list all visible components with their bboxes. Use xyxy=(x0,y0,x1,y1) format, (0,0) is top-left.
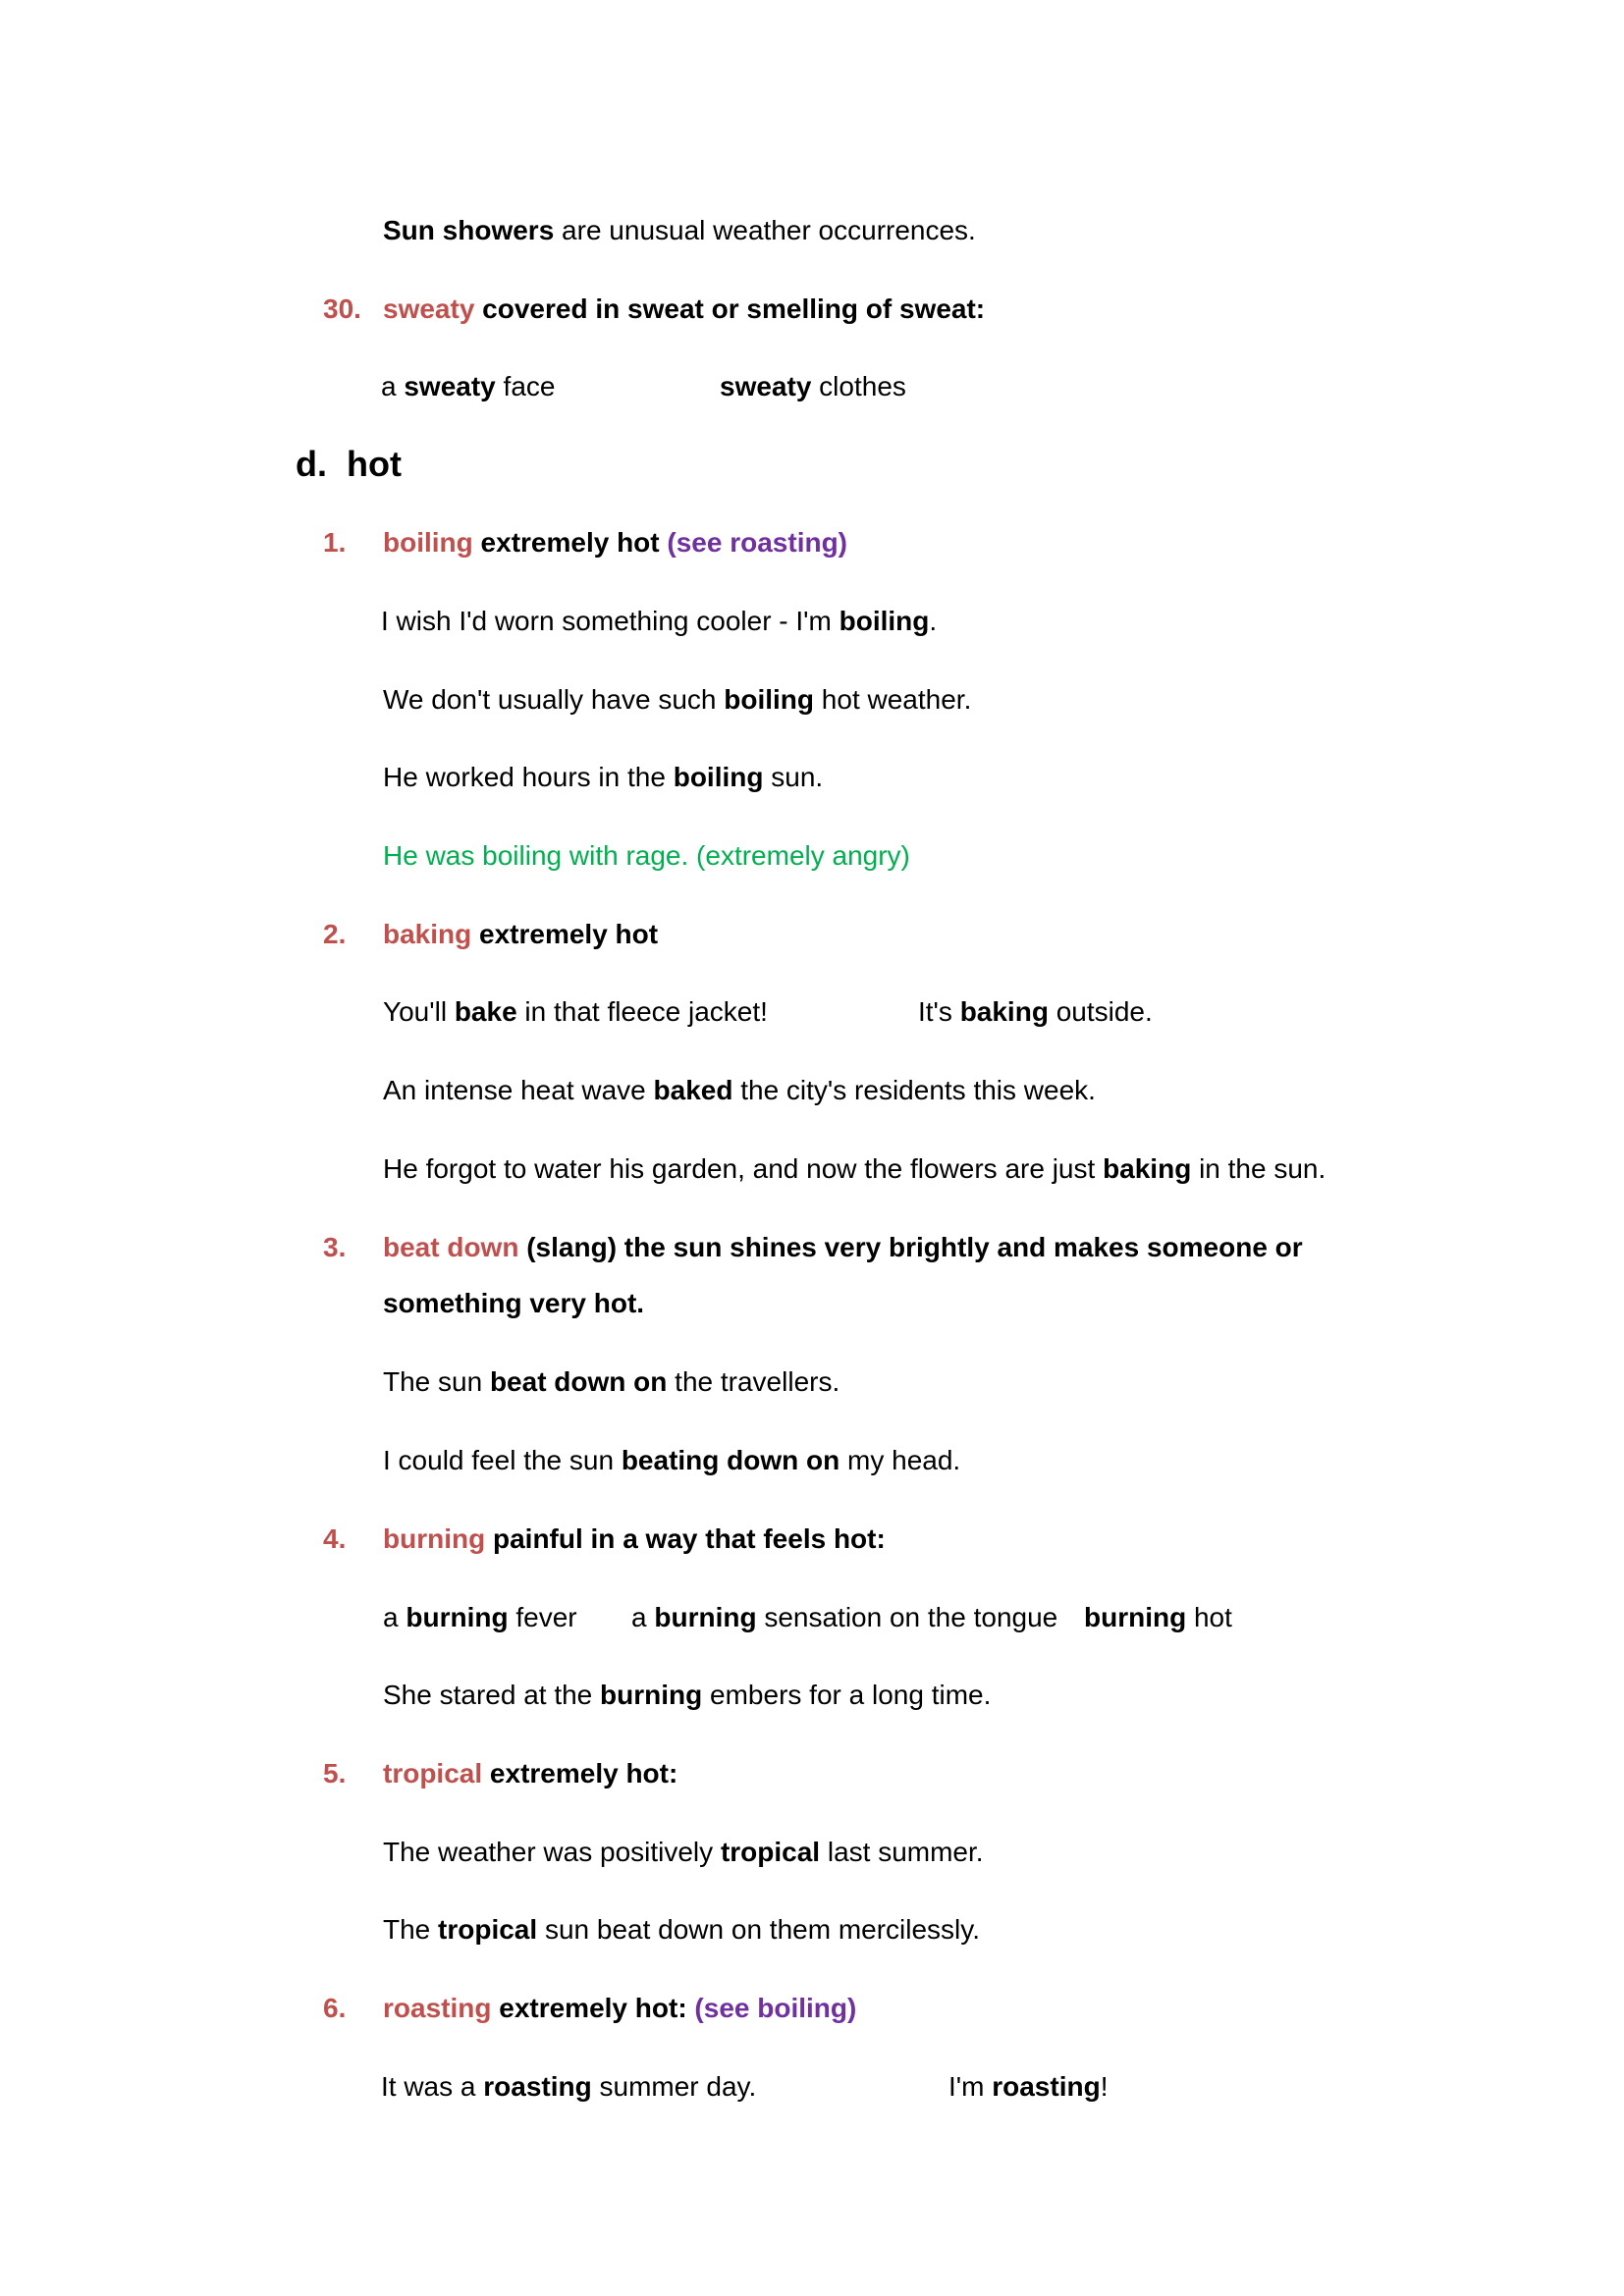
example-text: She stared at the xyxy=(383,1680,601,1710)
example-keyword: sweaty xyxy=(404,371,496,401)
example-text: last summer. xyxy=(820,1837,984,1867)
example-text: hot weather. xyxy=(814,684,972,715)
example-sentence xyxy=(383,683,971,717)
definition: extremely hot: xyxy=(482,1758,678,1789)
headword: baking xyxy=(383,919,472,949)
example-text: He worked hours in the xyxy=(383,762,674,792)
example-sentence xyxy=(383,1152,1326,1186)
example-keyword: beating down on xyxy=(621,1445,840,1475)
example-keyword: roasting xyxy=(483,2071,592,2102)
example-text: embers for a long time. xyxy=(702,1680,992,1710)
entry-headline xyxy=(383,1992,856,2025)
headword: tropical xyxy=(383,1758,483,1789)
definition: extremely hot xyxy=(471,919,659,949)
example-sentence xyxy=(383,1913,980,1947)
example-text: in the sun. xyxy=(1191,1153,1326,1184)
cross-reference: (see boiling) xyxy=(694,1993,857,2023)
example-sentence xyxy=(381,370,555,403)
example-text: a xyxy=(381,371,405,401)
example-text: the city's residents this week. xyxy=(732,1075,1096,1105)
entry-number: 3. xyxy=(323,1232,347,1262)
example-text: are unusual weather occurrences. xyxy=(554,215,976,245)
example-sentence xyxy=(383,1365,839,1399)
example-sentence xyxy=(383,1074,1096,1107)
example-sentence xyxy=(1084,1601,1232,1634)
example-sentence xyxy=(381,2070,756,2104)
example-text: sensation on the tongue xyxy=(756,1602,1058,1632)
entry-number: 2. xyxy=(323,919,347,949)
example-text: An intense heat wave xyxy=(383,1075,654,1105)
example-text: ! xyxy=(1100,2071,1109,2102)
definition: extremely hot xyxy=(472,527,668,558)
example-sentence xyxy=(383,761,823,794)
example-sentence xyxy=(383,1679,991,1712)
entry-headline xyxy=(383,526,847,560)
headword: beat down xyxy=(383,1232,519,1262)
example-sentence xyxy=(383,995,768,1029)
example-text: sun. xyxy=(763,762,824,792)
example-text: It was a xyxy=(381,2071,484,2102)
section-letter: d. xyxy=(296,444,327,484)
example-sentence xyxy=(720,370,906,403)
entry-headline xyxy=(383,1522,886,1556)
example-sentence xyxy=(383,1601,577,1634)
example-sentence xyxy=(383,1444,960,1477)
example-sentence xyxy=(631,1601,1057,1634)
example-text: hot xyxy=(1186,1602,1232,1632)
example-text: clothes xyxy=(811,371,906,401)
example-text: He forgot to water his garden, and now the flowers are just xyxy=(383,1153,1104,1184)
example-text: The sun xyxy=(383,1366,490,1397)
section-title: hot xyxy=(347,444,402,484)
example-sentence xyxy=(383,1836,984,1869)
example-text: summer day. xyxy=(591,2071,757,2102)
example-text: You'll xyxy=(383,996,455,1027)
headword: boiling xyxy=(383,527,473,558)
definition: covered in sweat or smelling of sweat: xyxy=(474,294,986,324)
example-text: a xyxy=(631,1602,655,1632)
entry-headline xyxy=(383,1231,1303,1264)
example-text: the travellers. xyxy=(667,1366,840,1397)
entry-number: 1. xyxy=(323,527,347,558)
headword: burning xyxy=(383,1523,486,1554)
example-keyword: boiling xyxy=(724,684,815,715)
entry-headline xyxy=(383,293,985,326)
entry-number: 30. xyxy=(323,294,361,324)
definition: extremely hot: xyxy=(491,1993,695,2023)
example-text: . xyxy=(929,606,938,636)
example-keyword: burning xyxy=(1084,1602,1187,1632)
headword: sweaty xyxy=(383,294,475,324)
example-keyword: Sun showers xyxy=(383,215,555,245)
example-text: outside. xyxy=(1048,996,1153,1027)
headword: roasting xyxy=(383,1993,492,2023)
example-keyword: tropical xyxy=(720,1837,821,1867)
example-keyword: burning xyxy=(600,1680,703,1710)
entry-headline xyxy=(383,918,658,951)
example-sentence xyxy=(918,995,1153,1029)
example-keyword: bake xyxy=(454,996,517,1027)
example-text: The weather was positively xyxy=(383,1837,721,1867)
example-keyword: baking xyxy=(1103,1153,1192,1184)
entry-number: 6. xyxy=(323,1993,347,2023)
example-text: The xyxy=(383,1914,439,1945)
example-sentence xyxy=(948,2070,1108,2104)
example-text: fever xyxy=(508,1602,577,1632)
example-keyword: roasting xyxy=(992,2071,1101,2102)
example-text: my head. xyxy=(839,1445,961,1475)
example-keyword: beat down on xyxy=(489,1366,668,1397)
example-keyword: boiling xyxy=(673,762,764,792)
entry-headline xyxy=(383,1757,677,1790)
example-keyword: burning xyxy=(406,1602,509,1632)
example-text: I'm xyxy=(948,2071,993,2102)
example-text: a xyxy=(383,1602,406,1632)
figurative-example: He was boiling with rage. (extremely angry) xyxy=(383,840,910,871)
entry-number: 5. xyxy=(323,1758,347,1789)
example-sentence xyxy=(383,214,976,247)
section-heading xyxy=(296,444,402,485)
example-keyword: sweaty xyxy=(720,371,812,401)
example-text: I wish I'd worn something cooler - I'm xyxy=(381,606,839,636)
example-text: We don't usually have such xyxy=(383,684,725,715)
definition: (slang) the sun shines very brightly and makes someone or xyxy=(518,1232,1303,1262)
example-keyword: baking xyxy=(959,996,1049,1027)
example-text: in that fleece jacket! xyxy=(516,996,768,1027)
definition: painful in a way that feels hot: xyxy=(485,1523,886,1554)
cross-reference: (see roasting) xyxy=(667,527,848,558)
definition-continuation: something very hot. xyxy=(383,1288,645,1318)
example-keyword: tropical xyxy=(438,1914,538,1945)
example-text: face xyxy=(495,371,556,401)
example-keyword: baked xyxy=(653,1075,733,1105)
example-sentence xyxy=(381,605,937,638)
example-text: It's xyxy=(918,996,960,1027)
example-text: I could feel the sun xyxy=(383,1445,622,1475)
example-text: sun beat down on them mercilessly. xyxy=(537,1914,980,1945)
entry-number: 4. xyxy=(323,1523,347,1554)
example-keyword: burning xyxy=(654,1602,757,1632)
example-keyword: boiling xyxy=(839,606,930,636)
